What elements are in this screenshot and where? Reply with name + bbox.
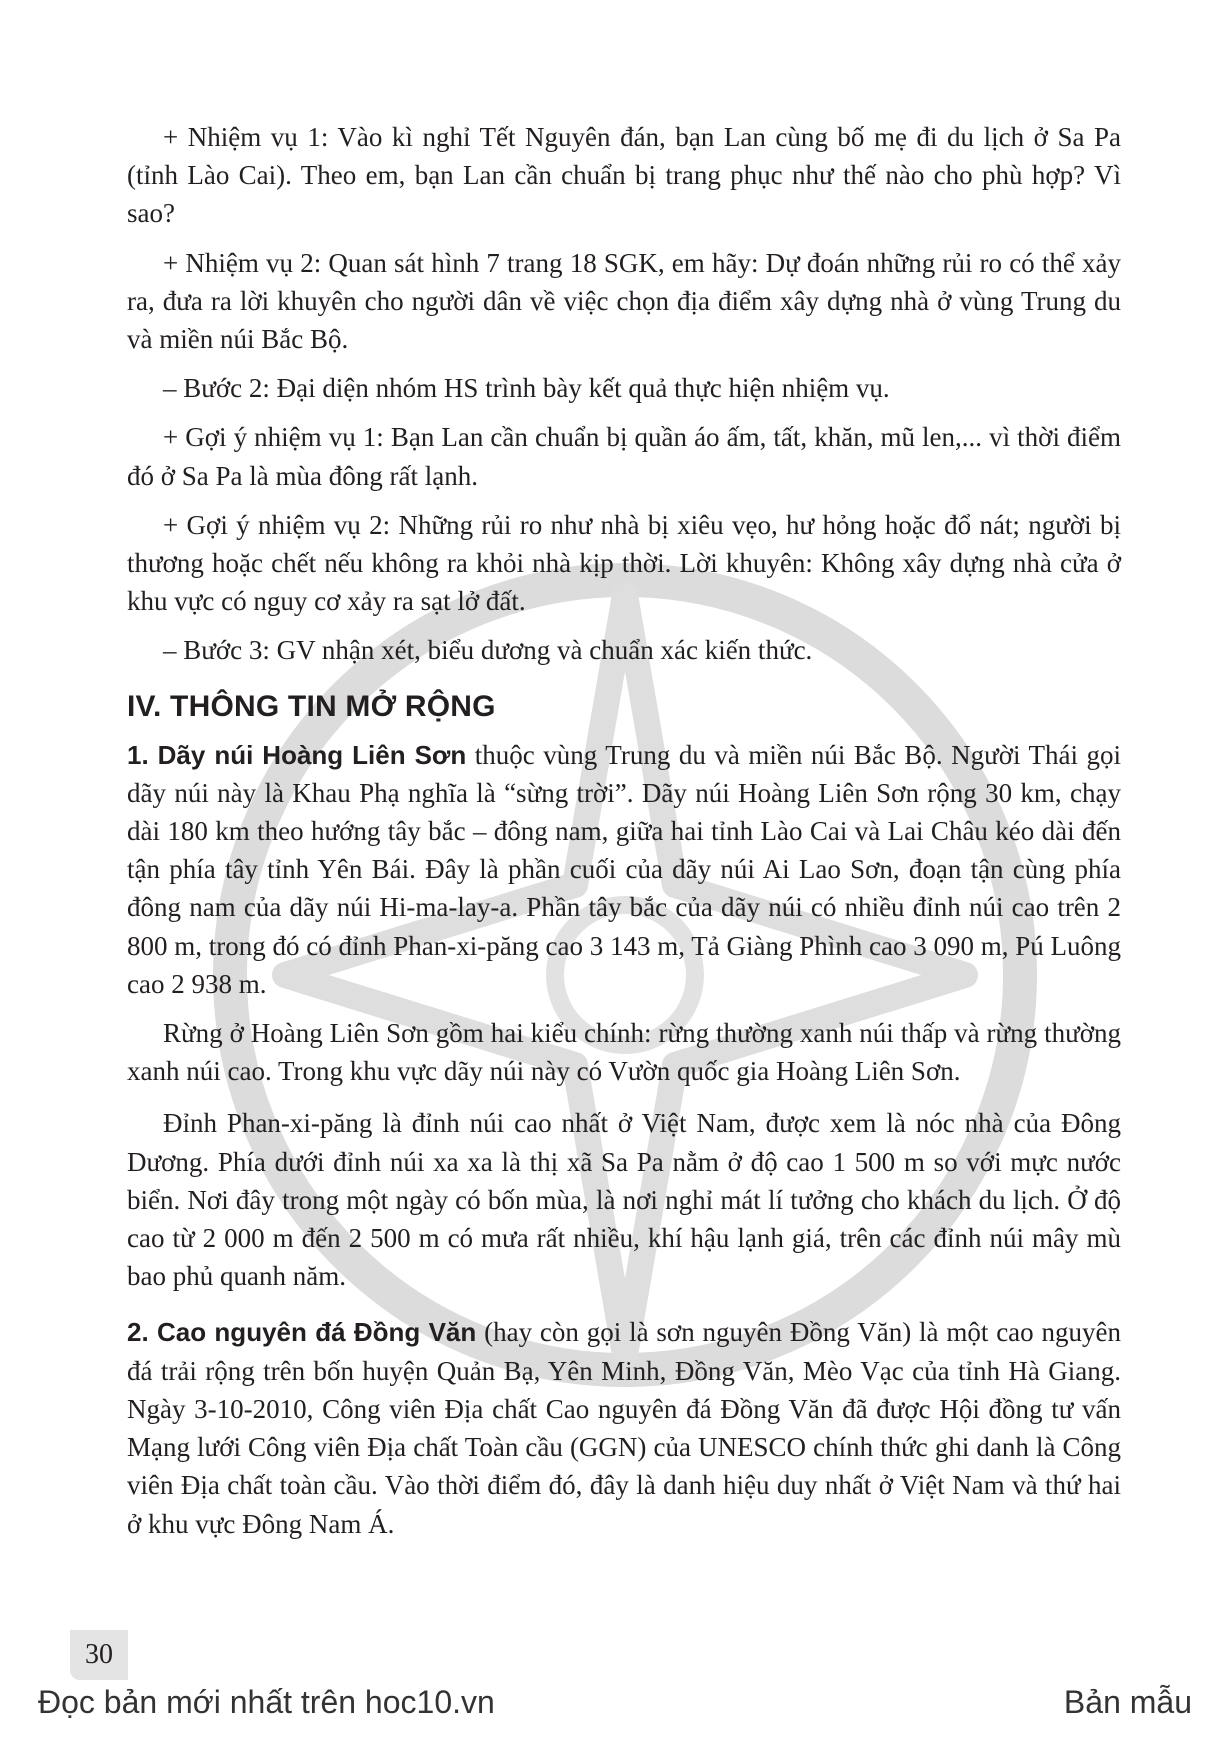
page-content: [127, 118, 1121, 1543]
section-heading: IV. THÔNG TIN MỞ RỘNG: [127, 689, 496, 723]
footer-sample-label: Bản mẫu: [1063, 1684, 1192, 1720]
item-1-peak-paragraph: Đỉnh Phan-xi-păng là đỉnh núi cao nhất ở Việt Nam, được xem là nóc nhà của Đông Dương. Phía dưới đỉnh núi xa xa là thị xã Sa Pa nằm ở độ cao 1 500 m so với mực nước biển. Nơi đây trong một ngày có bốn mùa, là nơi nghỉ mát lí tưởng cho khách du lịch. Ở độ cao từ 2 000 m đến 2 500 m có mưa rất nhiều, khí hậu lạnh giá, trên các đỉnh núi mây mù bao phủ quanh năm.: [127, 1108, 1121, 1292]
task-1-paragraph: + Nhiệm vụ 1: Vào kì nghỉ Tết Nguyên đán, bạn Lan cùng bố mẹ đi du lịch ở Sa Pa (tỉnh Lào Cai). Theo em, bạn Lan cần chuẩn bị trang phục như thế nào cho phù hợp? Vì sao?: [127, 122, 1121, 229]
hint-2-paragraph: + Gợi ý nhiệm vụ 2: Những rủi ro như nhà bị xiêu vẹo, hư hỏng hoặc đổ nát; người bị thương hoặc chết nếu không ra khỏi nhà kịp thời. Lời khuyên: Không xây dựng nhà cửa ở khu vực có nguy cơ xảy ra sạt lở đất.: [127, 509, 1121, 617]
item-1-text: thuộc vùng Trung du và miền núi Bắc Bộ. Người Thái gọi dãy núi này là Khau Phạ nghĩa là “sừng trời”. Dãy núi Hoàng Liên Sơn rộng 30 km, chạy dài 180 km theo hướng tây bắc – đông nam, giữa hai tỉnh Lào Cai và Lai Châu kéo dài đến tận phía tây tỉnh Yên Bái. Đây là phần cuối của dãy núi Ai Lao Sơn, đoạn tận cùng phía đông nam của dãy núi Hi-ma-lay-a. Phần tây bắc của dãy núi có nhiều đỉnh núi cao trên 2 800 m, trong đó có đỉnh Phan-xi-păng cao 3 143 m, Tả Giàng Phình cao 3 090 m, Pú Luông cao 2 938 m.: [127, 739, 1121, 999]
item-1-lead: 1. Dãy núi Hoàng Liên Sơn: [127, 739, 467, 770]
item-2-lead: 2. Cao nguyên đá Đồng Văn: [127, 1317, 477, 1348]
step-2-paragraph: – Bước 2: Đại diện nhóm HS trình bày kết quả thực hiện nhiệm vụ.: [163, 373, 890, 404]
footer-link-text: Đọc bản mới nhất trên hoc10.vn: [38, 1684, 495, 1720]
hint-1-paragraph: + Gợi ý nhiệm vụ 1: Bạn Lan cần chuẩn bị quần áo ấm, tất, khăn, mũ len,... vì thời điểm đó ở Sa Pa là mùa đông rất lạnh.: [127, 422, 1121, 491]
item-1-paragraph: [127, 736, 1121, 1003]
step-3-paragraph: – Bước 3: GV nhận xét, biểu dương và chuẩn xác kiến thức.: [163, 635, 813, 666]
item-2-paragraph: [127, 1313, 1121, 1542]
page-number: 30: [70, 1630, 128, 1680]
item-1-forest-paragraph: Rừng ở Hoàng Liên Sơn gồm hai kiểu chính: rừng thường xanh núi thấp và rừng thường xanh núi cao. Trong khu vực dãy núi này có Vườn quốc gia Hoàng Liên Sơn.: [127, 1018, 1121, 1087]
item-2-text: (hay còn gọi là sơn nguyên Đồng Văn) là một cao nguyên đá trải rộng trên bốn huyện Quản Bạ, Yên Minh, Đồng Văn, Mèo Vạc của tỉnh Hà Giang. Ngày 3-10-2010, Công viên Địa chất Cao nguyên đá Đồng Văn đã được Hội đồng tư vấn Mạng lưới Công viên Địa chất Toàn cầu (GGN) của UNESCO chính thức ghi danh là Công viên Địa chất toàn cầu. Vào thời điểm đó, đây là danh hiệu duy nhất ở Việt Nam và thứ hai ở khu vực Đông Nam Á.: [127, 1317, 1121, 1539]
task-2-paragraph: + Nhiệm vụ 2: Quan sát hình 7 trang 18 SGK, em hãy: Dự đoán những rủi ro có thể xảy ra, đưa ra lời khuyên cho người dân về việc chọn địa điểm xây dựng nhà ở vùng Trung du và miền núi Bắc Bộ.: [127, 247, 1121, 355]
